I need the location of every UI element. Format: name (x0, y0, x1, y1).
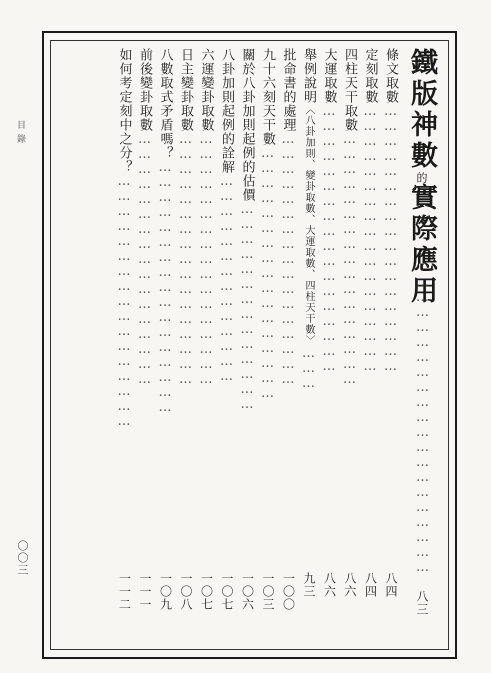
toc-leader-dots: …………………………………… (239, 202, 255, 412)
toc-entry[interactable] (282, 48, 295, 566)
toc-entry-title: 八數取式矛盾嗎？ (157, 48, 173, 160)
book-title-leader: …………………………………………………… (415, 275, 430, 575)
toc-entry-page: 八四 (384, 572, 398, 598)
toc-entry[interactable] (302, 48, 315, 566)
toc-entry-title: 批命書的處理 (280, 48, 296, 132)
toc-leader-dots: ……… (301, 346, 316, 391)
toc-entry[interactable] (343, 48, 356, 566)
toc-entry-page: 八六 (343, 572, 357, 598)
toc-entry[interactable] (364, 48, 377, 566)
book-title-part-a: 鐵版神數 (406, 48, 437, 172)
toc-leader-dots: ……………………………………………… (383, 104, 398, 374)
toc-entry-title: 前後變卦取數 (137, 48, 152, 132)
toc-entry[interactable] (323, 48, 336, 566)
toc-leader-dots: …………………………………………… (198, 132, 214, 387)
toc-entry-page: 一〇〇 (281, 572, 296, 611)
book-title-part-b: 實際應用 (406, 183, 437, 307)
toc-entry-page: 九三 (302, 572, 316, 598)
toc-entry-page: 一一一 (138, 572, 152, 611)
toc-entry-page: 一〇六 (240, 572, 255, 611)
toc-entry-title: 關於八卦加則起例的估價 (239, 48, 255, 202)
book-title (408, 48, 435, 307)
toc-entry[interactable] (261, 48, 274, 566)
toc-leader-dots: …………………………………………… (157, 160, 173, 415)
toc-leader-dots: …………………………………………… (280, 132, 296, 387)
toc-leader-dots: ……………………………………………… (321, 104, 337, 374)
side-label: 目錄 (15, 120, 25, 148)
toc-entry-title: 如何考定刻中之分？ (116, 48, 132, 174)
book-title-particle: 的 (415, 172, 428, 183)
toc-entry[interactable] (220, 48, 233, 566)
toc-entry-title: 四柱天干取數 (342, 48, 357, 132)
toc-entry-page: 一〇七 (220, 572, 234, 611)
toc-entry[interactable] (179, 48, 192, 566)
toc-entry-page: 一〇九 (158, 572, 173, 611)
toc-entry-page: 八四 (363, 572, 378, 598)
toc-entry-page: 一〇七 (199, 572, 214, 611)
toc-entry[interactable] (118, 48, 131, 566)
toc-entry-title: 六運變卦取數 (198, 48, 214, 132)
toc-leader-dots: …………………………………………… (178, 132, 193, 387)
book-title-page: 八三 (415, 590, 429, 616)
toc-entry-title: 大運取數 (321, 48, 337, 104)
toc-entry[interactable] (384, 48, 397, 566)
folio-number: 〇〇三 (16, 540, 29, 576)
toc-entry-page: 一〇三 (261, 572, 275, 611)
toc-entry[interactable] (138, 48, 151, 566)
toc-entry-title: 舉例說明 (301, 48, 316, 104)
toc-entry-page: 一〇八 (179, 572, 193, 611)
toc-entry-title: 條文取數 (383, 48, 398, 104)
toc-entry[interactable] (200, 48, 213, 566)
toc-entry-subtitle: 〈八卦加則、變卦取數、大運取數、四柱天干數〉 (303, 104, 314, 346)
toc-entry-page: 一一二 (117, 572, 132, 611)
toc-leader-dots: …………………………………………… (116, 174, 132, 429)
toc-leader-dots: ……………………………………………… (362, 104, 378, 374)
toc-entry-title: 定刻取數 (362, 48, 378, 104)
toc-entry-page: 八六 (322, 572, 337, 598)
toc-entry-title: 九十六刻天干數 (260, 48, 275, 146)
toc-entry[interactable] (241, 48, 254, 566)
toc-entry[interactable] (159, 48, 172, 566)
toc-entry-title: 日主變卦取數 (178, 48, 193, 132)
toc-leader-dots: …………………………………… (219, 174, 234, 384)
toc-entry-title: 八卦加則起例的詮解 (219, 48, 234, 174)
toc-leader-dots: …………………………………………… (342, 132, 357, 387)
toc-leader-dots: …………………………………………… (260, 146, 275, 401)
toc-leader-dots: …………………………………………… (137, 132, 152, 387)
